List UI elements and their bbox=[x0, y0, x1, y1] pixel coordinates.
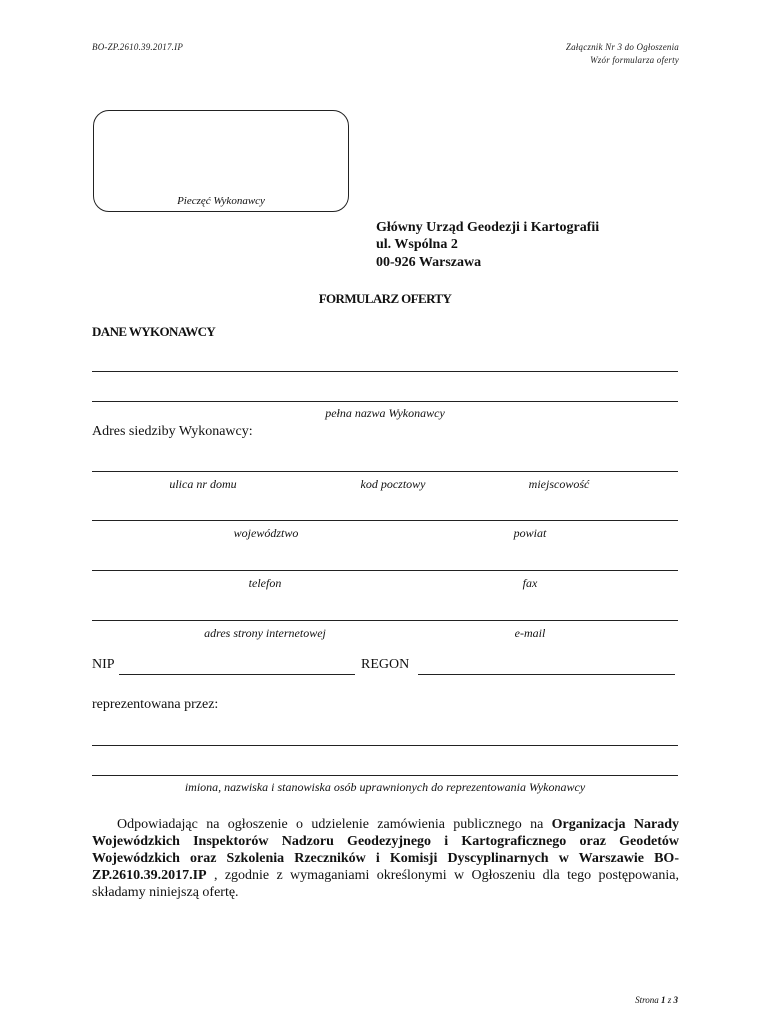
web-email-field[interactable] bbox=[92, 620, 678, 621]
represented-by-label: reprezentowana przez: bbox=[92, 697, 219, 712]
phone-caption: telefon bbox=[248, 576, 282, 590]
county-caption: powiat bbox=[513, 526, 547, 540]
procurement-subject: Organizacja Narady Wojewódzkich Inspektorów Nadzoru Geodezyjnego i Kartograficznego oraz Geodetów Wojewódzkich oraz Szkolenia Rzeczników i Komisji Dyscyplinarnych w Warszawie BO-ZP.2610.39.2017.IP bbox=[92, 817, 680, 883]
fax-caption: fax bbox=[522, 576, 538, 590]
representatives-field-1[interactable] bbox=[92, 745, 678, 746]
declaration-intro: Odpowiadając na ogłoszenie o udzielenie zamówienia publicznego na bbox=[117, 817, 544, 832]
voivodeship-caption: województwo bbox=[233, 526, 299, 540]
document-reference: BO-ZP.2610.39.2017.IP bbox=[92, 42, 184, 52]
phone-fax-field[interactable] bbox=[92, 570, 678, 571]
recipient-name: Główny Urząd Geodezji i Kartografii bbox=[376, 220, 600, 235]
nip-label: NIP bbox=[92, 657, 115, 672]
region-field[interactable] bbox=[92, 520, 678, 521]
representatives-caption: imiona, nazwiska i stanowiska osób uprawnionych do reprezentowania Wykonawcy bbox=[184, 780, 586, 794]
form-title: FORMULARZ OFERTY bbox=[318, 291, 452, 306]
attachment-number: Załącznik Nr 3 do Ogłoszenia bbox=[565, 42, 679, 52]
website-caption: adres strony internetowej bbox=[204, 626, 326, 640]
regon-field[interactable] bbox=[418, 674, 675, 675]
contractor-name-field-2[interactable] bbox=[92, 401, 678, 402]
form-template-label: Wzór formularza oferty bbox=[590, 55, 679, 65]
street-caption: ulica nr domu bbox=[169, 477, 237, 491]
page-number bbox=[635, 995, 678, 1005]
contractor-stamp-box[interactable] bbox=[93, 110, 349, 212]
total-pages: 3 bbox=[673, 995, 678, 1005]
recipient-street: ul. Wspólna 2 bbox=[376, 237, 458, 252]
email-caption: e-mail bbox=[514, 626, 546, 640]
regon-label: REGON bbox=[361, 657, 410, 672]
address-field[interactable] bbox=[92, 471, 678, 472]
representatives-field-2[interactable] bbox=[92, 775, 678, 776]
contractor-name-field-1[interactable] bbox=[92, 371, 678, 372]
full-name-caption: pełna nazwa Wykonawcy bbox=[325, 406, 445, 420]
nip-field[interactable] bbox=[119, 674, 355, 675]
city-caption: miejscowość bbox=[528, 477, 590, 491]
postcode-caption: kod pocztowy bbox=[360, 477, 426, 491]
page-prefix: Strona bbox=[635, 995, 659, 1005]
section-heading: DANE WYKONAWCY bbox=[92, 324, 216, 339]
recipient-city: 00-926 Warszawa bbox=[376, 255, 482, 270]
page-separator: z bbox=[667, 995, 672, 1005]
declaration-paragraph bbox=[92, 816, 679, 901]
declaration-rest: , zgodnie z wymaganiami określonymi w Ogłoszeniu dla tego postępowania, składamy niniejszą ofertę. bbox=[92, 868, 680, 900]
current-page: 1 bbox=[660, 995, 666, 1005]
address-label: Adres siedziby Wykonawcy: bbox=[92, 424, 253, 439]
stamp-label: Pieczęć Wykonawcy bbox=[177, 195, 265, 207]
